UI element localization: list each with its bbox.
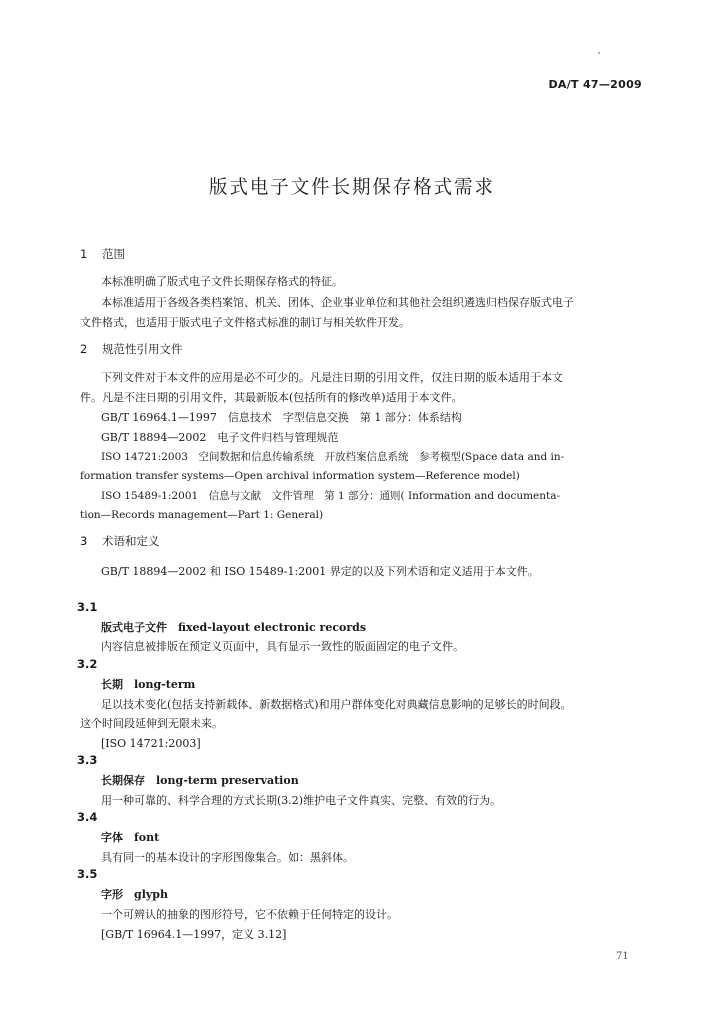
reference-item: tion—Records management—Part 1: General) (80, 509, 324, 521)
term-heading: 字形 glyph (101, 888, 168, 901)
reference-item: ISO 14721:2003 空间数据和信息传输系统 开放档案信息系统 参考模型(Space data and in- (101, 451, 565, 463)
term-heading: 长期 long-term (101, 678, 196, 691)
section-title: 范围 (102, 247, 125, 261)
section-number: 2 (80, 342, 88, 356)
term-source: [ISO 14721:2003] (101, 737, 201, 750)
term-definition: 用一种可靠的、科学合理的方式长期(3.2)维护电子文件真实、完整、有效的行为。 (101, 794, 502, 807)
term-definition: 具有同一的基本设计的字形图像集合。如：黑斜体。 (101, 851, 354, 864)
scan-speck (598, 52, 600, 54)
term-number: 3.5 (77, 867, 98, 881)
section-2-heading (80, 341, 183, 357)
standard-code: DA/T 47—2009 (548, 78, 642, 91)
section-title: 术语和定义 (102, 534, 160, 548)
term-number: 3.4 (77, 810, 98, 824)
term-heading: 长期保存 long-term preservation (101, 774, 299, 787)
reference-item: GB/T 16964.1—1997 信息技术 字型信息交换 第 1 部分：体系结构 (101, 411, 462, 424)
paragraph: 本标准明确了版式电子文件长期保存格式的特征。 (101, 275, 343, 288)
paragraph: 本标准适用于各级各类档案馆、机关、团体、企业事业单位和其他社会组织遴选归档保存版式电子 (101, 296, 574, 309)
section-number: 1 (80, 247, 88, 261)
paragraph: 下列文件对于本文件的应用是必不可少的。凡是注日期的引用文件，仅注日期的版本适用于本文 (101, 371, 563, 384)
term-heading: 字体 font (101, 831, 160, 844)
term-number: 3.1 (77, 600, 98, 614)
section-3-heading (80, 533, 160, 549)
section-1-heading (80, 246, 125, 262)
term-heading: 版式电子文件 fixed-layout electronic records (101, 621, 367, 634)
term-source: [GB/T 16964.1—1997，定义 3.12] (101, 928, 287, 941)
term-definition: 这个时间段延伸到无限未来。 (80, 717, 223, 730)
paragraph: GB/T 18894—2002 和 ISO 15489-1:2001 界定的以及下列术语和定义适用于本文件。 (101, 565, 539, 578)
reference-item: formation transfer systems—Open archival information system—Reference model) (80, 470, 520, 482)
reference-item: ISO 15489-1:2001 信息与文献 文件管理 第 1 部分：通则( Information and documenta- (101, 490, 561, 502)
section-title: 规范性引用文件 (102, 342, 183, 356)
paragraph: 文件格式，也适用于版式电子文件格式标准的制订与相关软件开发。 (80, 316, 410, 329)
term-definition: 足以技术变化(包括支持新载体、新数据格式)和用户群体变化对典藏信息影响的足够长的时间段。 (101, 698, 572, 711)
section-number: 3 (80, 534, 88, 548)
term-number: 3.3 (77, 753, 98, 767)
paragraph: 件。凡是不注日期的引用文件，其最新版本(包括所有的修改单)适用于本文件。 (80, 391, 463, 404)
reference-item: GB/T 18894—2002 电子文件归档与管理规范 (101, 431, 339, 444)
term-definition: 一个可辨认的抽象的图形符号，它不依赖于任何特定的设计。 (101, 908, 398, 921)
page-number: 71 (616, 951, 629, 962)
term-number: 3.2 (77, 657, 98, 671)
document-title: 版式电子文件长期保存格式需求 (209, 176, 495, 198)
term-definition: 内容信息被排版在预定义页面中，具有显示一致性的版面固定的电子文件。 (101, 640, 464, 653)
